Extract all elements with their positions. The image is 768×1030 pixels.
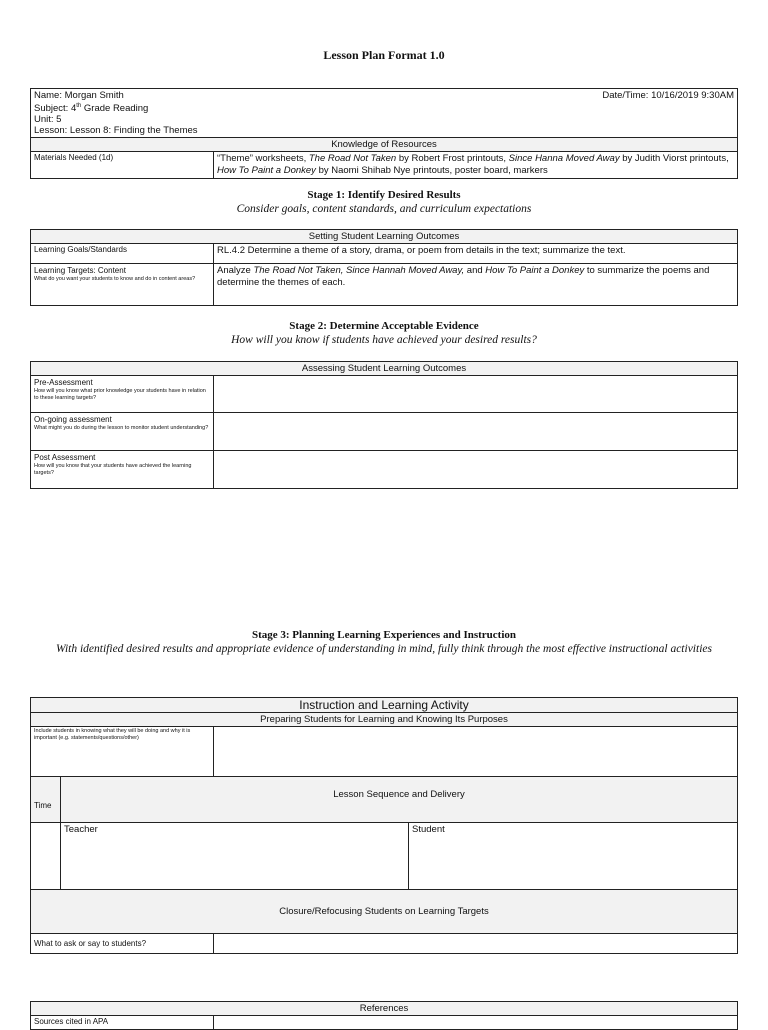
lesson-title: Lesson: Lesson 8: Finding the Themes [34, 125, 198, 137]
stage2-subtitle: How will you know if students have achieved your desired results? [231, 334, 537, 346]
teacher-name: Name: Morgan Smith [34, 90, 124, 101]
instruction-heading: Instruction and Learning Activity [31, 698, 738, 713]
document-title: Lesson Plan Format 1.0 [323, 48, 445, 62]
materials-label: Materials Needed (1d) [31, 152, 214, 179]
teacher-cell[interactable]: Teacher [61, 823, 409, 890]
lesson-info [31, 89, 738, 138]
assessment-table [30, 361, 738, 489]
time-header: Time [31, 777, 61, 823]
ask-label: What to ask or say to students? [31, 934, 214, 954]
header-table [30, 88, 738, 179]
pre-assessment-value[interactable] [214, 376, 738, 413]
outcomes-heading: Setting Student Learning Outcomes [31, 230, 738, 244]
references-heading: References [31, 1002, 738, 1016]
sources-value[interactable] [214, 1016, 738, 1030]
preparing-heading: Preparing Students for Learning and Knowing Its Purposes [31, 713, 738, 727]
goals-label: Learning Goals/Standards [31, 244, 214, 264]
ongoing-assessment-value[interactable] [214, 413, 738, 451]
stage2-title: Stage 2: Determine Acceptable Evidence [289, 320, 479, 332]
targets-label-cell [31, 264, 214, 306]
preparing-value[interactable] [214, 727, 738, 777]
unit: Unit: 5 [34, 114, 62, 126]
preparing-hint: Include students in knowing what they will be doing and why it is important (e.g. statements/questions/other) [34, 728, 191, 741]
ask-value[interactable] [214, 934, 738, 954]
time-cell[interactable] [31, 823, 61, 890]
subject: Subject: 4th Grade Reading [34, 103, 149, 115]
targets-value: Analyze The Road Not Taken, Since Hannah Moved Away, and How To Paint a Donkey to summarize the poems and determine the themes of each. [214, 264, 738, 306]
references-table [30, 1001, 738, 1030]
resources-heading: Knowledge of Resources [31, 138, 738, 152]
preparing-label-cell [31, 727, 214, 777]
materials-value: “Theme” worksheets, The Road Not Taken by Robert Frost printouts, Since Hanna Moved Away by Judith Viorst printouts, How To Paint a Donkey by Naomi Shihab Nye printouts, poster board, markers [214, 152, 738, 179]
ongoing-assessment-cell: On-going assessment What might you do during the lesson to monitor student understanding? [31, 413, 214, 451]
stage1-subtitle: Consider goals, content standards, and curriculum expectations [236, 203, 532, 215]
targets-hint: What do you want your students to know and do in content areas? [34, 276, 196, 282]
date-time: Date/Time: 10/16/2019 9:30AM [602, 90, 734, 101]
stage3-title: Stage 3: Planning Learning Experiences and Instruction [251, 629, 517, 641]
assessment-heading: Assessing Student Learning Outcomes [31, 362, 738, 376]
sources-label: Sources cited in APA [31, 1016, 214, 1030]
stage3-subtitle: With identified desired results and appropriate evidence of understanding in mind, fully think through the most effective instructional activities [56, 643, 712, 655]
sequence-heading: Lesson Sequence and Delivery [61, 777, 738, 823]
stage1-title: Stage 1: Identify Desired Results [307, 189, 461, 201]
goals-value: RL.4.2 Determine a theme of a story, drama, or poem from details in the text; summarize the text. [214, 244, 738, 264]
instruction-table [30, 697, 738, 954]
targets-label: Learning Targets: Content [34, 266, 126, 275]
post-assessment-cell: Post Assessment How will you know that your students have achieved the learning targets? [31, 451, 214, 489]
closure-heading: Closure/Refocusing Students on Learning Targets [31, 890, 738, 934]
student-cell[interactable]: Student [409, 823, 738, 890]
post-assessment-value[interactable] [214, 451, 738, 489]
outcomes-table [30, 229, 738, 306]
pre-assessment-cell: Pre-Assessment How will you know what prior knowledge your students have in relation to these learning targets? [31, 376, 214, 413]
